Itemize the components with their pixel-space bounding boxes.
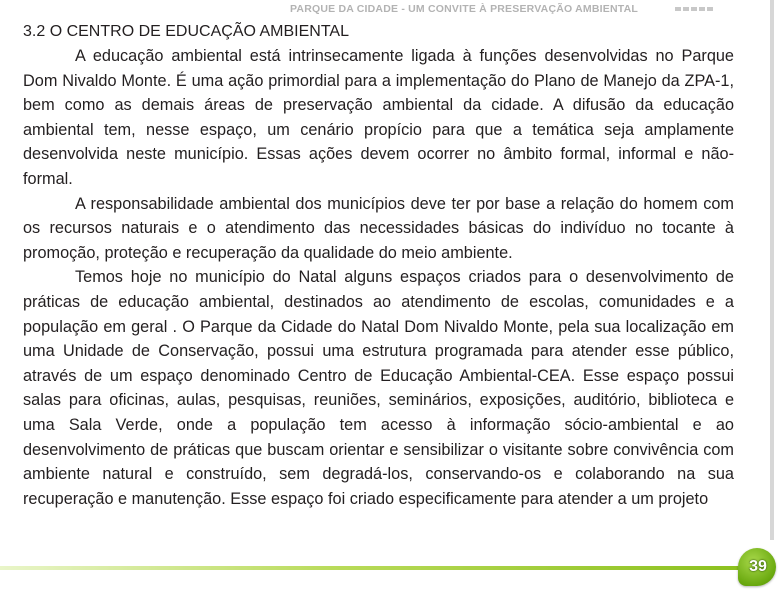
- running-header: PARQUE DA CIDADE - UM CONVITE À PRESERVAÇÃO AMBIENTAL: [290, 3, 638, 15]
- footer-rule: [0, 566, 740, 570]
- right-margin-rule: [770, 0, 774, 540]
- paragraph-1: A educação ambiental está intrinsecamente ligada à funções desenvolvidas no Parque Dom Nivaldo Monte. É uma ação primordial para a implementação do Plano de Manejo da ZPA-1, bem como as demais áreas de preservação ambiental da cidade. A difusão da educação ambiental tem, nesse espaço, um cenário propício para que a temática seja amplamente desenvolvida neste município. Essas ações devem ocorrer no âmbito formal, informal e não-formal.: [23, 47, 734, 188]
- body-text: [23, 44, 734, 511]
- page-number: 39: [749, 558, 767, 575]
- paragraph-3: Temos hoje no município do Natal alguns espaços criados para o desenvolvimento de práticas de educação ambiental, destinados ao atendimento de escolas, comunidades e a população em geral . O Parque da Cidade do Natal Dom Nivaldo Monte, pela sua localização em uma Unidade de Conservação, possui uma estrutura programada para atender esse público, através de um espaço denominado Centro de Educação Ambiental-CEA. Esse espaço possui salas para oficinas, aulas, pesquisas, reuniões, seminários, exposições, auditório, biblioteca e uma Sala Verde, onde a população tem acesso à informação sócio-ambiental e ao desenvolvimento de práticas que buscam orientar e sensibilizar o visitante sobre convivência com ambiente natural e construído, sem degradá-los, conservando-os e colaborando na sua recuperação e manutenção. Esse espaço foi criado especificamente para atender a um projeto: [23, 268, 734, 508]
- header-dash-ornament: [675, 7, 715, 11]
- paragraph-2: A responsabilidade ambiental dos municípios deve ter por base a relação do homem com os recursos naturais e o atendimento das necessidades básicas do indivíduo no tocante à promoção, proteção e recuperação da qualidade do meio ambiente.: [23, 194, 734, 262]
- section-title: 3.2 O CENTRO DE EDUCAÇÃO AMBIENTAL: [23, 23, 349, 40]
